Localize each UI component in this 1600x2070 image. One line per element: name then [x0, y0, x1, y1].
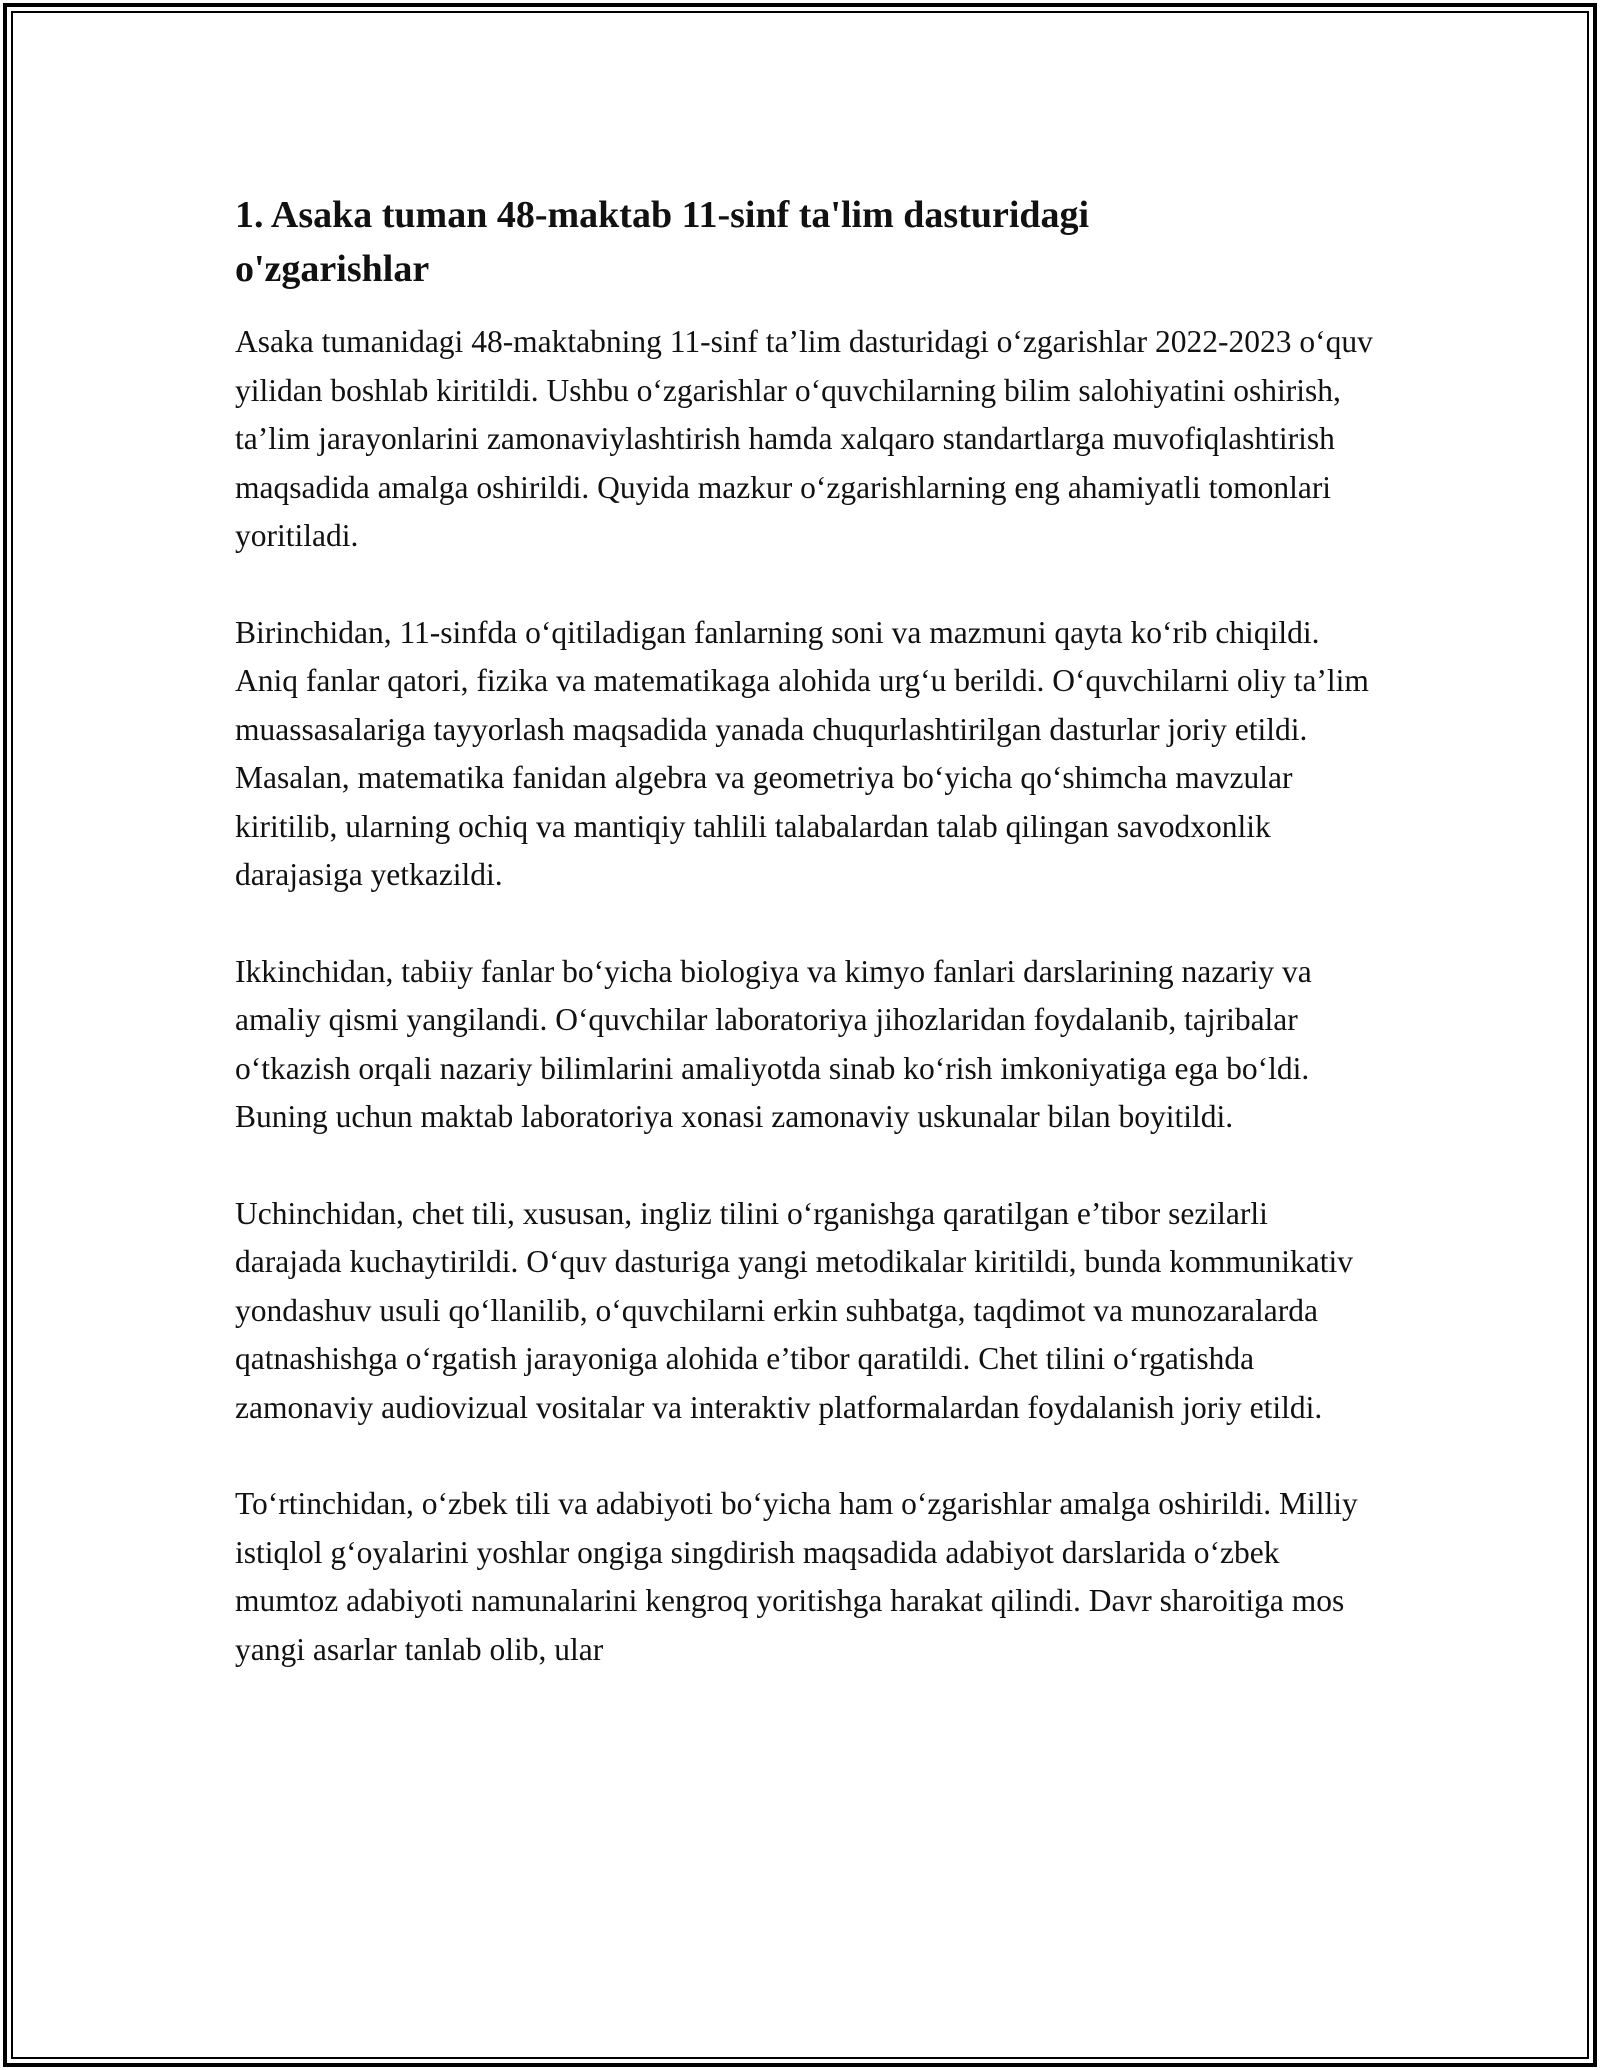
- paragraph-second: Ikkinchidan, tabiiy fanlar bo‘yicha biologiya va kimyo fanlari darslarining nazariy va amaliy qismi yangilandi. O‘quvchilar laboratoriya jihozlaridan foydalanib, tajribalar o‘tkazish orqali nazariy bilimlarini amaliyotda sinab ko‘rish imkoniyatiga ega bo‘ldi. Buning uchun maktab laboratoriya xonasi zamonaviy uskunalar bilan boyitildi.: [235, 953, 1312, 1134]
- document-title: 1. Asaka tuman 48-maktab 11-sinf ta'lim dasturidagi o'zgarishlar: [235, 194, 1090, 290]
- paragraph-first: Birinchidan, 11-sinfda o‘qitiladigan fanlarning soni va mazmuni qayta ko‘rib chiqildi. Aniq fanlar qatori, fizika va matematikaga alohida urg‘u berildi. O‘quvchilarni oliy ta’lim muassasalariga tayyorlash maqsadida yanada chuqurlashtirilgan dasturlar joriy etildi. Masalan, matematika fanidan algebra va geometriya bo‘yicha qo‘shimcha mavzular kiritilib, ularning ochiq va mantiqiy tahlili talabalardan talab qilingan savodxonlik darajasiga yetkazildi.: [235, 614, 1369, 892]
- paragraph-fourth: To‘rtinchidan, o‘zbek tili va adabiyoti bo‘yicha ham o‘zgarishlar amalga oshirildi. Milliy istiqlol g‘oyalarini yoshlar ongiga singdirish maqsadida adabiyot darslarida o‘zbek mumtoz adabiyoti namunalarini kengroq yoritishga harakat qilindi. Davr sharoitiga mos yangi asarlar tanlab olib, ular: [235, 1486, 1358, 1667]
- paragraph-third: Uchinchidan, chet tili, xususan, ingliz tilini o‘rganishga qaratilgan e’tibor sezilarli darajada kuchaytirildi. O‘quv dasturiga yangi metodikalar kiritildi, bunda kommunikativ yondashuv usuli qo‘llanilib, o‘quvchilarni erkin suhbatga, taqdimot va munozaralarda qatnashishga o‘rgatish jarayoniga alohida e’tibor qaratildi. Chet tilini o‘rgatishda zamonaviy audiovizual vositalar va interaktiv platformalardan foydalanish joriy etildi.: [235, 1195, 1353, 1425]
- document-body: [235, 188, 1375, 1722]
- paragraph-intro: Asaka tumanidagi 48-maktabning 11-sinf ta’lim dasturidagi o‘zgarishlar 2022-2023 o‘quv yilidan boshlab kiritildi. Ushbu o‘zgarishlar o‘quvchilarning bilim salohiyatini oshirish, ta’lim jarayonlarini zamonaviylashtirish hamda xalqaro standartlarga muvofiqlashtirish maqsadida amalga oshirildi. Quyida mazkur o‘zgarishlarning eng ahamiyatli tomonlari yoritiladi.: [235, 324, 1373, 553]
